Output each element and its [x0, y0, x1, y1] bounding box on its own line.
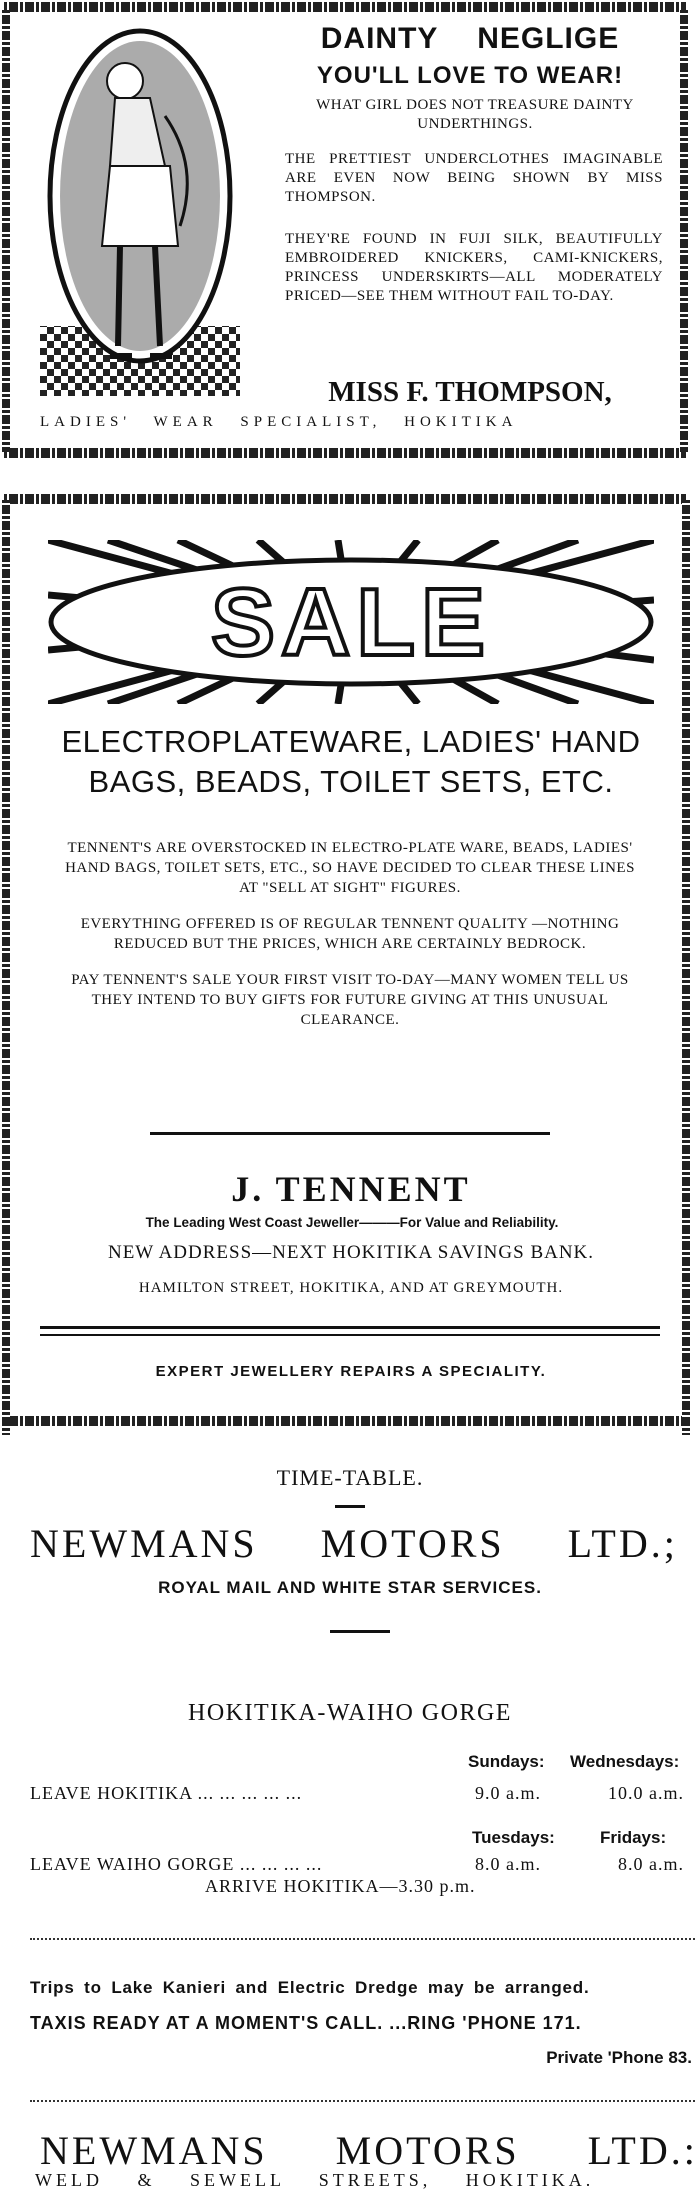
subhead-treasure: WHAT GIRL DOES NOT TREASURE DAINTY UNDERTHINGS.: [316, 97, 634, 132]
headline-line-2: BAGS, BEADS, TOILET SETS, ETC.: [88, 764, 614, 799]
taxis-notice: TAXIS READY AT A MOMENT'S CALL. ...RING 'PHONE 171.: [30, 2013, 582, 2033]
headline-electroplateware: [38, 722, 664, 802]
decorative-border-bottom: [4, 448, 686, 458]
divider: [150, 1132, 550, 1135]
route-title: HOKITIKA-WAIHO GORGE: [188, 1700, 512, 1726]
time-friday: 8.0 a.m.: [618, 1854, 684, 1874]
decorative-border-right: [680, 10, 688, 452]
shop-tagline: LADIES' WEAR SPECIALIST, HOKITIKA: [40, 414, 518, 430]
time-tuesday: 8.0 a.m.: [475, 1854, 541, 1874]
decorative-border-top: [4, 494, 686, 504]
time-wednesday: 10.0 a.m.: [608, 1783, 684, 1803]
paragraph-quality: EVERYTHING OFFERED IS OF REGULAR TENNENT QUALITY —NOTHING REDUCED BUT THE PRICES, WHICH ARE CERTAINLY BEDROCK.: [80, 916, 620, 952]
company-name: NEWMANS MOTORS LTD.;: [30, 1521, 678, 1566]
paragraph-prettiest: THE PRETTIEST UNDERCLOTHES IMAGINABLE ARE EVEN NOW BEING SHOWN BY MISS THOMPSON.: [285, 151, 663, 205]
services-line: ROYAL MAIL AND WHITE STAR SERVICES.: [158, 1578, 542, 1597]
decorative-border-right: [682, 500, 690, 1435]
paragraph-first-visit: PAY TENNENT'S SALE YOUR FIRST VISIT TO-DAY—MANY WOMEN TELL US THEY INTEND TO BUY GIFTS FOR FUTURE GIVING AT THIS UNUSUAL CLEARANCE.: [71, 972, 629, 1028]
headline-dainty-neglige: DAINTY NEGLIGE: [320, 22, 620, 55]
headline-line-1: ELECTROPLATEWARE, LADIES' HAND: [61, 724, 641, 759]
advert-thompson: [0, 0, 690, 462]
arrive-hokitika: ARRIVE HOKITIKA—3.30 p.m.: [205, 1876, 476, 1896]
decorative-border-left: [2, 10, 10, 452]
dotted-divider: [30, 1938, 695, 1940]
headline-love-to-wear: YOU'LL LOVE TO WEAR!: [316, 62, 624, 89]
decorative-border-left: [2, 500, 10, 1435]
company-name-footer: NEWMANS MOTORS LTD.:: [40, 2128, 698, 2173]
paragraph-fuji-silk: THEY'RE FOUND IN FUJI SILK, BEAUTIFULLY EMBROIDERED KNICKERS, CAMI-KNICKERS, PRINCESS UNDERSKIRTS—ALL MODERATELY PRICED—SEE THEM WITHOUT FAIL TO-DAY.: [285, 231, 663, 304]
decorative-border-top: [4, 2, 686, 12]
divider-double-bottom: [40, 1334, 660, 1336]
woman-illustration: [40, 26, 240, 396]
divider-short: [335, 1505, 365, 1508]
time-sunday: 9.0 a.m.: [475, 1783, 541, 1803]
sale-word: SALE: [210, 569, 492, 676]
shop-name: MISS F. THOMPSON,: [328, 376, 612, 408]
decorative-border-bottom: [4, 1416, 686, 1426]
divider-short: [330, 1630, 390, 1633]
day-sundays: Sundays:: [468, 1752, 545, 1771]
day-fridays: Fridays:: [600, 1828, 667, 1847]
repairs-notice: EXPERT JEWELLERY REPAIRS A SPECIALITY.: [155, 1363, 547, 1380]
divider-double-top: [40, 1326, 660, 1329]
timetable-title: TIME-TABLE.: [276, 1465, 424, 1490]
day-tuesdays: Tuesdays:: [472, 1828, 555, 1847]
company-address-footer: WELD & SEWELL STREETS, HOKITIKA.: [35, 2170, 595, 2190]
private-phone: Private 'Phone 83.: [546, 2048, 692, 2067]
advert-tennent: [0, 490, 690, 1445]
address-line-1: NEW ADDRESS—NEXT HOKITIKA SAVINGS BANK.: [107, 1242, 595, 1263]
dotted-divider: [30, 2100, 695, 2102]
address-line-2: HAMILTON STREET, HOKITIKA, AND AT GREYMOUTH.: [138, 1280, 564, 1296]
paragraph-overstocked: TENNENT'S ARE OVERSTOCKED IN ELECTRO-PLATE WARE, BEADS, LADIES' HAND BAGS, TOILET SETS, ETC., SO HAVE DECIDED TO CLEAR THESE LINES AT "SELL AT SIGHT" FIGURES.: [65, 840, 635, 896]
leave-hokitika: LEAVE HOKITIKA ... ... ... ... ...: [30, 1783, 303, 1803]
sale-banner: [48, 540, 654, 704]
day-wednesdays: Wednesdays:: [570, 1752, 680, 1771]
jeweller-tagline: The Leading West Coast Jeweller———For Value and Reliability.: [145, 1215, 559, 1230]
leave-waiho-gorge: LEAVE WAIHO GORGE ... ... ... ...: [30, 1854, 323, 1874]
jeweller-name: J. TENNENT: [231, 1169, 471, 1209]
tennent-body: [55, 838, 645, 1046]
trips-notice: Trips to Lake Kanieri and Electric Dredge may be arranged.: [30, 1978, 590, 1997]
